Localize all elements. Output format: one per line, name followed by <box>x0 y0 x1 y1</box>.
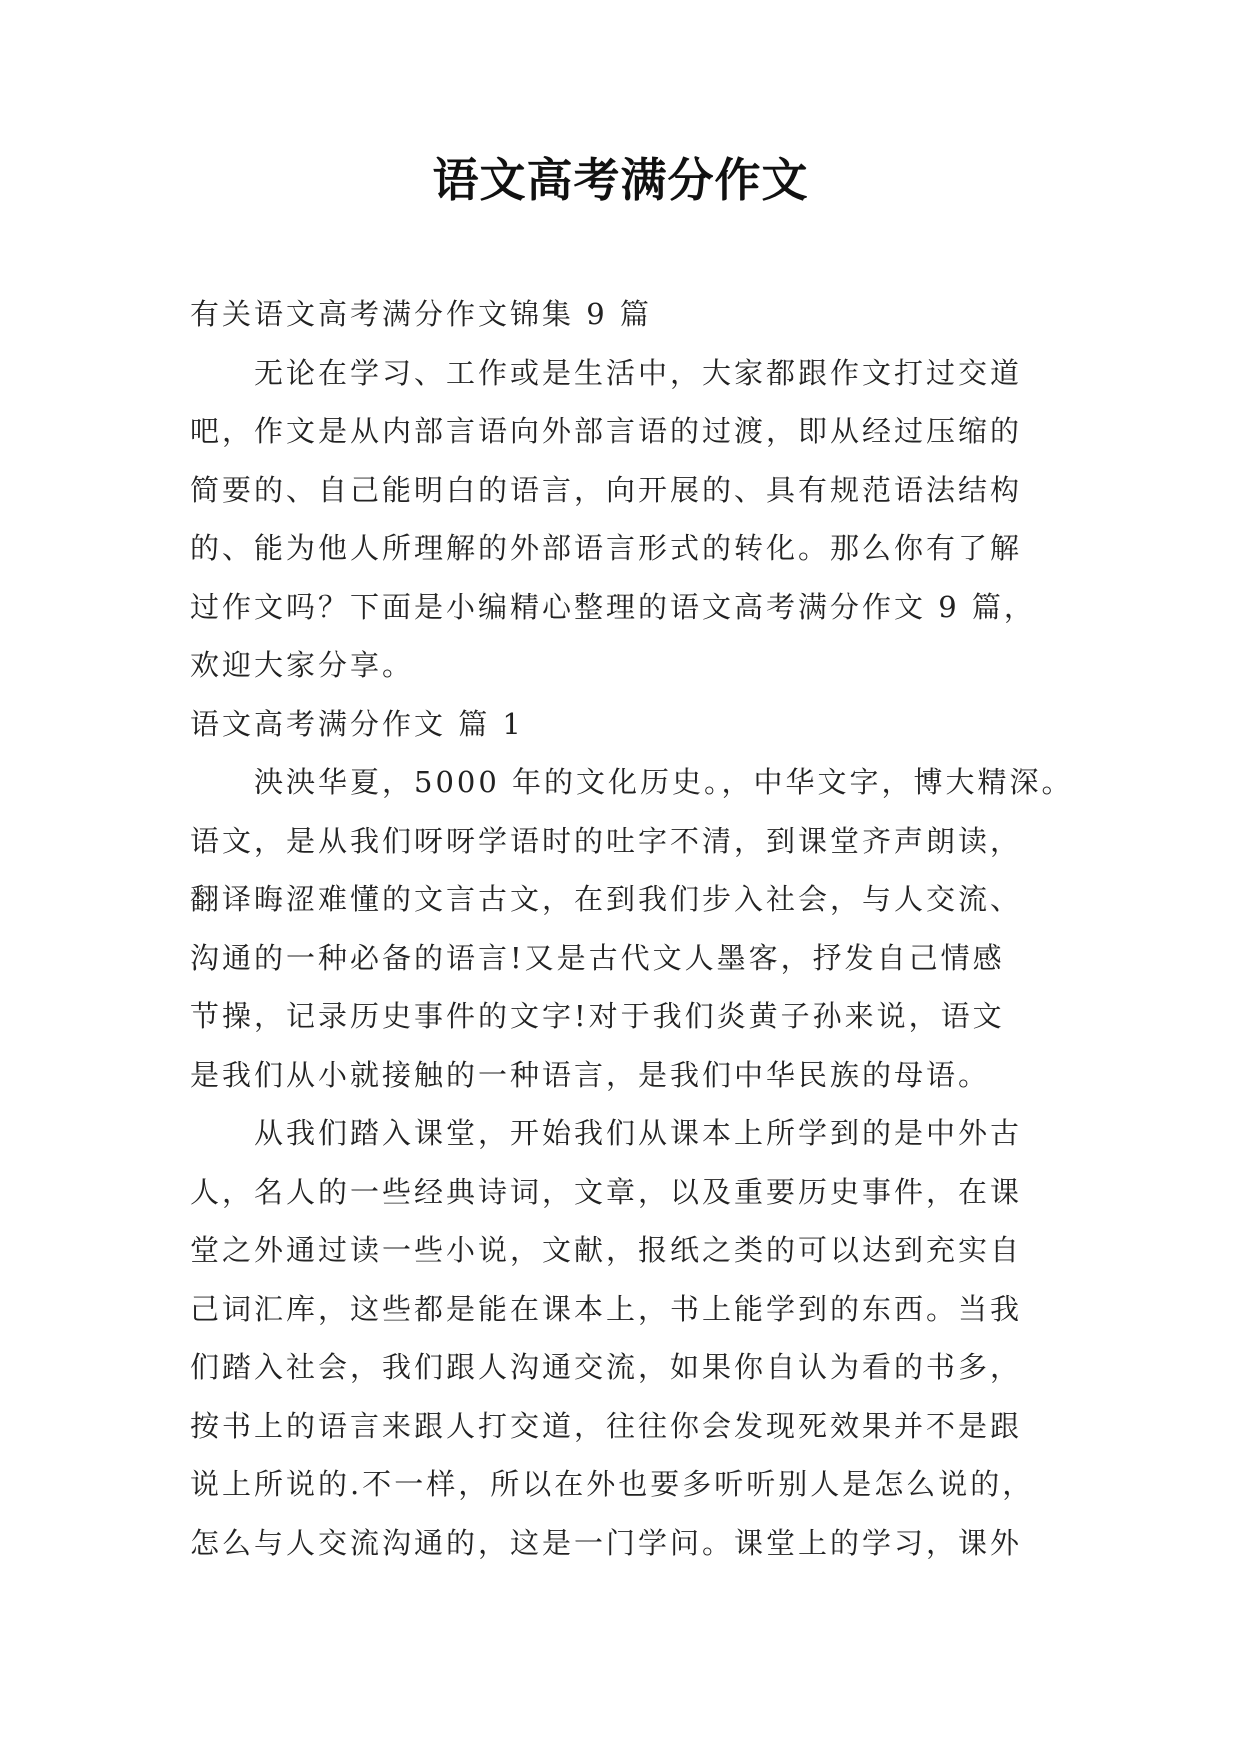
document-body <box>190 285 1074 1572</box>
paragraph1-line: 沟通的一种必备的语言!又是古代文人墨客，抒发自己情感 <box>190 940 1005 975</box>
intro-line: 吧，作文是从内部言语向外部言语的过渡，即从经过压缩的 <box>190 414 1023 448</box>
paragraph2-line: 说上所说的.不一样，所以在外也要多听听别人是怎么说的， <box>190 1467 1035 1501</box>
intro-line: 无论在学习、工作或是生活中，大家都跟作文打过交道 <box>254 355 1023 390</box>
paragraph2-line: 从我们踏入课堂，开始我们从课本上所学到的是中外古 <box>254 1116 1023 1150</box>
intro-line: 简要的、自己能明白的语言，向开展的、具有规范语法结构 <box>190 472 1023 507</box>
paragraph1-line: 是我们从小就接触的一种语言，是我们中华民族的母语。 <box>190 1057 991 1092</box>
section-heading: 语文高考满分作文 篇 1 <box>190 706 524 741</box>
paragraph1-line: 语文，是从我们呀呀学语时的吐字不清，到课堂齐声朗读， <box>190 823 1023 858</box>
document-title: 语文高考满分作文 <box>432 153 809 207</box>
paragraph2-line: 怎么与人交流沟通的，这是一门学问。课堂上的学习，课外 <box>190 1525 1023 1560</box>
intro-line: 过作文吗？下面是小编精心整理的语文高考满分作文 9 篇， <box>190 589 1036 624</box>
paragraph2-line: 堂之外通过读一些小说，文献，报纸之类的可以达到充实自 <box>190 1233 1023 1267</box>
paragraph2-line: 们踏入社会，我们跟人沟通交流，如果你自认为看的书多， <box>190 1350 1023 1384</box>
paragraph1-line: 泱泱华夏，5000 年的文化历史。，中华文字，博大精深。 <box>254 765 1074 799</box>
paragraph1-line: 节操，记录历史事件的文字!对于我们炎黄子孙来说，语文 <box>190 999 1005 1033</box>
intro-line: 的、能为他人所理解的外部语言形式的转化。那么你有了解 <box>190 531 1023 565</box>
intro-line: 欢迎大家分享。 <box>190 648 415 682</box>
paragraph1-line: 翻译晦涩难懂的文言古文，在到我们步入社会，与人交流、 <box>190 882 1023 916</box>
paragraph2-line: 人，名人的一些经典诗词，文章，以及重要历史事件，在课 <box>190 1174 1023 1209</box>
document-subtitle: 有关语文高考满分作文锦集 9 篇 <box>190 297 652 331</box>
paragraph2-line: 按书上的语言来跟人打交道，往往你会发现死效果并不是跟 <box>190 1408 1023 1443</box>
paragraph2-line: 己词汇库，这些都是能在课本上，书上能学到的东西。当我 <box>190 1291 1023 1326</box>
